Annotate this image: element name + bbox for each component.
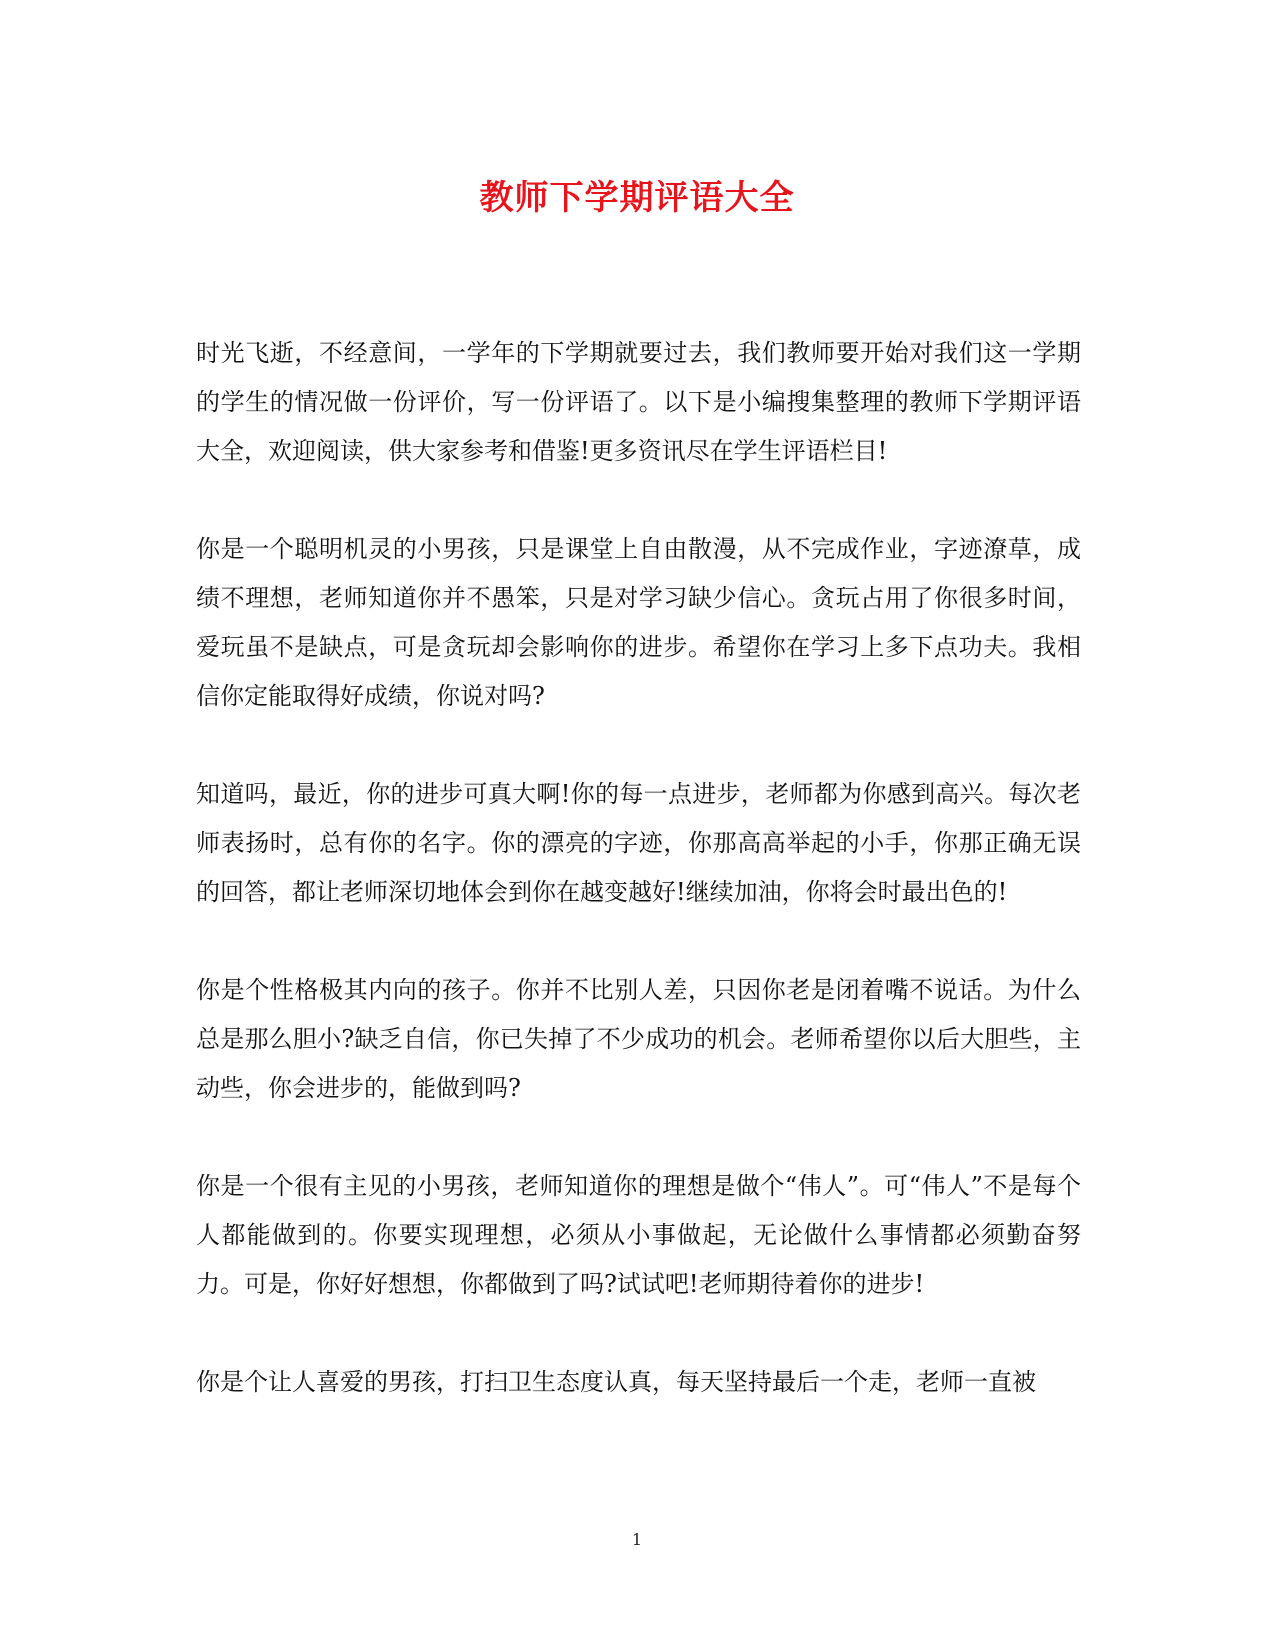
paragraph-comment-4: 你是一个很有主见的小男孩，老师知道你的理想是做个“伟人”。可“伟人”不是每个人都能做到的。你要实现理想，必须从小事做起，无论做什么事情都必须勤奋努力。可是，你好好想想，你都做到了吗?试试吧!老师期待着你的进步! [196,1172,1081,1298]
paragraph-comment-5: 你是个让人喜爱的男孩，打扫卫生态度认真，每天坚持最后一个走，老师一直被 [196,1368,1036,1396]
paragraph-comment-2: 知道吗，最近，你的进步可真大啊!你的每一点进步，老师都为你感到高兴。每次老师表扬时，总有你的名字。你的漂亮的字迹，你那高高举起的小手，你那正确无误的回答，都让老师深切地体会到你在越变越好!继续加油，你将会时最出色的! [196,780,1081,906]
page-title: 教师下学期评语大全 [479,178,795,218]
document-body [196,329,1081,1456]
paragraph-intro: 时光飞逝，不经意间，一学年的下学期就要过去，我们教师要开始对我们这一学期的学生的情况做一份评价，写一份评语了。以下是小编搜集整理的教师下学期评语大全，欢迎阅读，供大家参考和借鉴!更多资讯尽在学生评语栏目! [196,339,1081,465]
paragraph-comment-3: 你是个性格极其内向的孩子。你并不比别人差，只因你老是闭着嘴不说话。为什么总是那么胆小?缺乏自信，你已失掉了不少成功的机会。老师希望你以后大胆些，主动些，你会进步的，能做到吗? [196,976,1081,1102]
paragraph-comment-1: 你是一个聪明机灵的小男孩，只是课堂上自由散漫，从不完成作业，字迹潦草，成绩不理想，老师知道你并不愚笨，只是对学习缺少信心。贪玩占用了你很多时间，爱玩虽不是缺点，可是贪玩却会影响你的进步。希望你在学习上多下点功夫。我相信你定能取得好成绩，你说对吗? [196,535,1081,710]
page-number: 1 [631,1530,643,1549]
